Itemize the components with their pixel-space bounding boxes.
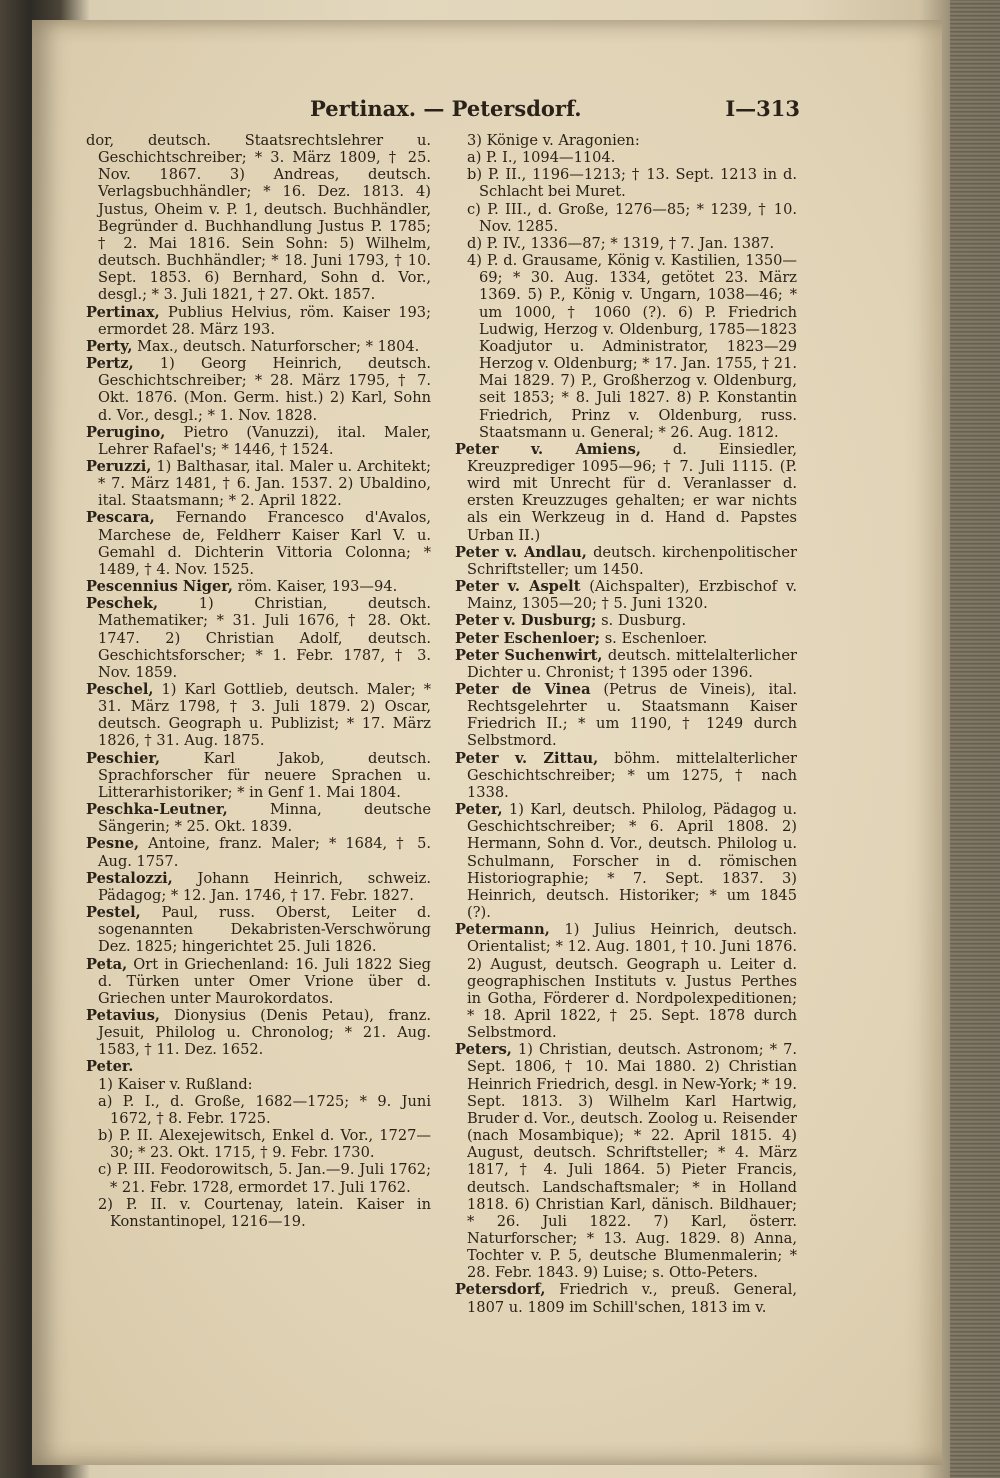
entry-text: s. Dusburg. <box>601 612 687 630</box>
dictionary-entry <box>86 750 431 801</box>
entry-headword: Perty, <box>86 337 133 355</box>
dictionary-entry <box>455 578 797 612</box>
right-column <box>455 132 797 1316</box>
entry-text: Friedrich v., preuß. General, 1807 u. 1809 im Schill'schen, 1813 im v. <box>467 1281 797 1316</box>
entry-headword: Peschka-Leutner, <box>86 801 228 819</box>
entry-text: Paul, russ. Oberst, Leiter d. sogenannten Dekabristen-Verschwörung Dez. 1825; hingerichtet 25. Juli 1826. <box>98 904 432 956</box>
entry-headword: Peter v. Dusburg; <box>455 612 597 630</box>
dictionary-entry <box>86 355 431 424</box>
entry-text: Karl Jakob, deutsch. Sprachforscher für neuere Sprachen u. Litterarhistoriker; * in Genf 1. Mai 1804. <box>98 749 431 801</box>
dictionary-entry <box>86 1076 431 1093</box>
dictionary-entry <box>455 1281 797 1315</box>
entry-text: deutsch. kirchenpolitischer Schriftsteller; um 1450. <box>467 543 797 578</box>
dictionary-entry <box>455 612 797 629</box>
dictionary-entry <box>86 1161 431 1195</box>
entry-text: 1) Karl, deutsch. Philolog, Pädagog u. Geschichtschreiber; * 6. April 1808. 2) Hermann, Sohn d. Vor., deutsch. Philolog u. Schulmann, Forscher in d. römischen Historiographie; * 7. Sept. 1837. 3) Heinrich, deutsch. Historiker; * um 1845 (?). <box>467 801 797 922</box>
dictionary-entry <box>86 132 431 304</box>
entry-text: Antoine, franz. Maler; * 1684, † 5. Aug. 1757. <box>98 835 431 870</box>
dictionary-entry <box>86 424 431 458</box>
dictionary-entry <box>86 338 431 355</box>
entry-headword: Pertz, <box>86 355 134 373</box>
left-column <box>86 132 431 1230</box>
entry-text: 2) P. II. v. Courtenay, latein. Kaiser in Konstantinopel, 1216—19. <box>98 1195 431 1230</box>
entry-headword: Peter de Vinea <box>455 681 591 698</box>
entry-text: Pietro (Vanuzzi), ital. Maler, Lehrer Rafael's; * 1446, † 1524. <box>98 423 432 458</box>
dictionary-entry <box>455 132 797 149</box>
dictionary-entry <box>86 904 431 955</box>
entry-headword: Perugino, <box>86 423 166 441</box>
entry-text: c) P. III., d. Große, 1276—85; * 1239, † 10. Nov. 1285. <box>467 200 797 235</box>
entry-text: Minna, deutsche Sängerin; * 25. Okt. 1839. <box>98 801 431 836</box>
dictionary-entry <box>455 235 797 252</box>
entry-headword: Peter Suchenwirt, <box>455 646 603 664</box>
entry-text: (Petrus de Vineis), ital. Rechtsgelehrter u. Staatsmann Kaiser Friedrich II.; * um 1190, † 1249 durch Selbstmord. <box>467 681 797 750</box>
entry-text: 1) Balthasar, ital. Maler u. Architekt; * 7. März 1481, † 6. Jan. 1537. 2) Ubaldino, ital. Staatsmann; * 2. April 1822. <box>98 457 431 510</box>
entry-headword: Peter, <box>455 801 503 819</box>
page-edges <box>950 0 1000 1478</box>
dictionary-entry <box>455 252 797 441</box>
dictionary-entry <box>455 441 797 544</box>
page-number: I—313 <box>725 96 800 121</box>
dictionary-entry <box>86 458 431 509</box>
dictionary-entry <box>86 1127 431 1161</box>
entry-headword: Peschier, <box>86 749 161 767</box>
entry-text: Johann Heinrich, schweiz. Pädagog; * 12. Jan. 1746, † 17. Febr. 1827. <box>98 869 431 904</box>
dictionary-entry <box>86 578 431 595</box>
entry-text: 1) Karl Gottlieb, deutsch. Maler; * 31. März 1798, † 3. Juli 1879. 2) Oscar, deutsch. Geograph u. Publizist; * 17. März 1826, † 31. Aug. 1875. <box>98 681 431 750</box>
entry-text: a) P. I., d. Große, 1682—1725; * 9. Juni 1672, † 8. Febr. 1725. <box>98 1092 431 1127</box>
entry-text: Max., deutsch. Naturforscher; * 1804. <box>137 337 420 355</box>
entry-headword: Peters, <box>455 1041 512 1059</box>
dictionary-entry <box>86 1058 431 1075</box>
entry-headword: Peter Eschenloer; <box>455 629 601 647</box>
entry-text: c) P. III. Feodorowitsch, 5. Jan.—9. Juli 1762; * 21. Febr. 1728, ermordet 17. Juli 1762. <box>98 1161 431 1196</box>
entry-text: d. Einsiedler, Kreuzprediger 1095—96; † 7. Juli 1115. (P. wird mit Unrecht für d. Veranlasser d. ersten Kreuzzuges gehalten; er war nichts als ein Werkzeug in d. Hand d. Papstes Urban II.) <box>467 440 798 544</box>
entry-text: (Aichspalter), Erzbischof v. Mainz, 1305—20; † 5. Juni 1320. <box>467 578 797 613</box>
entry-headword: Peruzzi, <box>86 457 152 475</box>
entry-headword: Pertinax, <box>86 303 160 321</box>
entry-text: Dionysius (Denis Petau), franz. Jesuit, Philolog u. Chronolog; * 21. Aug. 1583, † 11. Dez. 1652. <box>98 1006 432 1059</box>
entry-headword: Petavius, <box>86 1006 160 1024</box>
entry-text: deutsch. mittelalterlicher Dichter u. Chronist; † 1395 oder 1396. <box>467 646 797 681</box>
dictionary-entry <box>455 681 797 750</box>
entry-text: röm. Kaiser, 193—94. <box>237 578 398 596</box>
entry-headword: Pestalozzi, <box>86 869 173 887</box>
entry-text: 1) Georg Heinrich, deutsch. Geschichtschreiber; * 28. März 1795, † 7. Okt. 1876. (Mon. Germ. hist.) 2) Karl, Sohn d. Vor., desgl.; * 1. Nov. 1828. <box>98 355 431 424</box>
entry-text: 1) Christian, deutsch. Astronom; * 7. Sept. 1806, † 10. Mai 1880. 2) Christian Heinrich Friedrich, desgl. in New-York; * 19. Sept. 1813. 3) Wilhelm Karl Hartwig, Bruder d. Vor., deutsch. Zoolog u. Reisender (nach Mosambique); * 22. April 1815. 4) August, deutsch. Schriftsteller; * 4. März 1817, † 4. Juli 1864. 5) Pieter Francis, deutsch. Landschaftsmaler; * in Holland 1818. 6) Christian Karl, dänisch. Bildhauer; * 26. Juli 1822. 7) Karl, österr. Naturforscher; * 13. Aug. 1829. 8) Anna, Tochter v. P. 5, deutsche Blumenmalerin; * 28. Febr. 1843. 9) Luise; s. Otto-Peters. <box>467 1041 798 1282</box>
entry-headword: Pescara, <box>86 509 155 527</box>
entry-text: Ort in Griechenland: 16. Juli 1822 Sieg d. Türken unter Omer Vrione über d. Griechen unter Maurokordatos. <box>98 955 432 1007</box>
entry-text: 4) P. d. Grausame, König v. Kastilien, 1350—69; * 30. Aug. 1334, getötet 23. März 1369. 5) P., König v. Ungarn, 1038—46; * um 1000, † 1060 (?). 6) P. Friedrich Ludwig, Herzog v. Oldenburg, 1785—1823 Koadjutor u. Administrator, 1823—29 Herzog v. Oldenburg; * 17. Jan. 1755, † 21. Mai 1829. 7) P., Großherzog v. Oldenburg, seit 1853; * 8. Juli 1827. 8) P. Konstantin Friedrich, Prinz v. Oldenburg, russ. Staatsmann u. General; * 26. Aug. 1812. <box>467 252 797 441</box>
entry-headword: Peschel, <box>86 681 154 698</box>
dictionary-entry <box>455 149 797 166</box>
dictionary-entry <box>86 1007 431 1058</box>
dictionary-entry <box>455 1041 797 1281</box>
entry-headword: Pescennius Niger, <box>86 578 234 596</box>
entry-headword: Peter v. Andlau, <box>455 543 587 561</box>
entry-text: a) P. I., 1094—1104. <box>467 149 616 167</box>
entry-text: Publius Helvius, röm. Kaiser 193; ermordet 28. März 193. <box>98 303 432 338</box>
entry-text: böhm. mittelalterlicher Geschichtschreiber; * um 1275, † nach 1338. <box>467 749 797 801</box>
entry-headword: Peter. <box>86 1058 134 1076</box>
dictionary-entry <box>86 956 431 1007</box>
entry-headword: Petersdorf, <box>455 1281 546 1299</box>
entry-text: 1) Julius Heinrich, deutsch. Orientalist; * 12. Aug. 1801, † 10. Juni 1876. 2) August, deutsch. Geograph u. Leiter d. geographischen Instituts v. Justus Perthes in Gotha, Förderer d. Nordpolexpeditionen; * 18. April 1822, † 25. Sept. 1878 durch Selbstmord. <box>467 921 797 1042</box>
entry-text: s. Eschenloer. <box>604 629 708 647</box>
dictionary-entry <box>455 544 797 578</box>
entry-headword: Peter v. Aspelt <box>455 578 581 596</box>
running-header <box>310 96 800 124</box>
dictionary-entry <box>455 750 797 801</box>
entry-text: 3) Könige v. Aragonien: <box>467 132 640 149</box>
dictionary-entry <box>455 647 797 681</box>
dictionary-entry <box>86 870 431 904</box>
entry-text: b) P. II., 1196—1213; † 13. Sept. 1213 in d. Schlacht bei Muret. <box>467 166 797 201</box>
dictionary-entry <box>455 801 797 921</box>
entry-headword: Peta, <box>86 955 128 973</box>
entry-headword: Peschek, <box>86 595 159 613</box>
dictionary-entry <box>86 1196 431 1230</box>
dictionary-entry <box>455 921 797 1041</box>
dictionary-entry <box>86 595 431 681</box>
dictionary-entry <box>86 304 431 338</box>
dictionary-entry <box>455 166 797 200</box>
entry-text: dor, deutsch. Staatsrechtslehrer u. Geschichtschreiber; * 3. März 1809, † 25. Nov. 1867. 3) Andreas, deutsch. Verlagsbuchhändler; * 16. Dez. 1813. 4) Justus, Oheim v. P. 1, deutsch. Buchhändler, Begründer d. Buchhandlung Justus P. 1785; † 2. Mai 1816. Sein Sohn: 5) Wilhelm, deutsch. Buchhändler; * 18. Juni 1793, † 10. Sept. 1853. 6) Bernhard, Sohn d. Vor., desgl.; * 3. Juli 1821, † 27. Okt. 1857. <box>86 132 431 304</box>
dictionary-entry <box>86 1093 431 1127</box>
dictionary-entry <box>455 201 797 235</box>
entry-text: d) P. IV., 1336—87; * 1319, † 7. Jan. 1387. <box>467 234 775 252</box>
entry-headword: Petermann, <box>455 921 550 939</box>
entry-text: 1) Christian, deutsch. Mathematiker; * 31. Juli 1676, † 28. Okt. 1747. 2) Christian Adolf, deutsch. Geschichtsforscher; * 1. Febr. 1787, † 3. Nov. 1859. <box>98 595 432 681</box>
entry-headword: Pesne, <box>86 835 140 853</box>
entry-text: Fernando Francesco d'Avalos, Marchese de, Feldherr Kaiser Karl V. u. Gemahl d. Dichterin Vittoria Colonna; * 1489, † 4. Nov. 1525. <box>98 509 432 578</box>
dictionary-entry <box>86 835 431 869</box>
header-title: Pertinax. — Petersdorf. <box>310 96 582 121</box>
entry-headword: Pestel, <box>86 904 141 922</box>
dictionary-entry <box>455 630 797 647</box>
dictionary-entry <box>86 681 431 750</box>
entry-text: b) P. II. Alexejewitsch, Enkel d. Vor., 1727—30; * 23. Okt. 1715, † 9. Febr. 1730. <box>98 1127 431 1162</box>
entry-headword: Peter v. Zittau, <box>455 749 599 767</box>
dictionary-entry <box>86 509 431 578</box>
dictionary-entry <box>86 801 431 835</box>
entry-text: 1) Kaiser v. Rußland: <box>98 1075 253 1093</box>
entry-headword: Peter v. Amiens, <box>455 440 641 458</box>
